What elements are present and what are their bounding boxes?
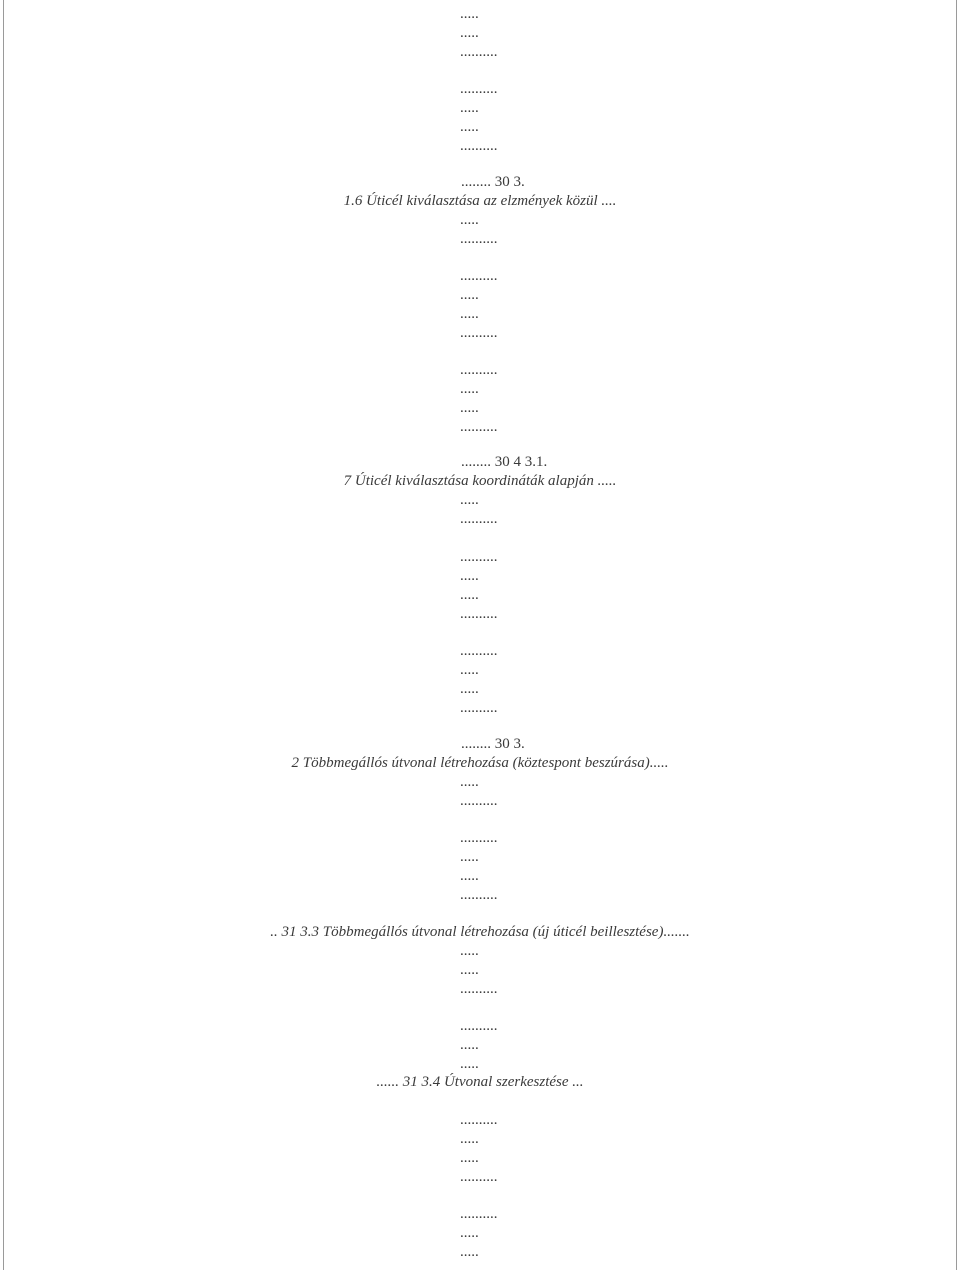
toc-dot-leader: .....: [460, 681, 479, 697]
toc-dot-leader: .....: [460, 868, 479, 884]
toc-dot-leader: .....: [460, 400, 479, 416]
toc-dot-leader: .....: [460, 568, 479, 584]
toc-dot-leader: .....: [460, 1244, 479, 1260]
toc-page-number: ........ 30 3.: [461, 736, 525, 752]
toc-dot-leader: ..........: [460, 643, 498, 659]
toc-dot-leader: ..........: [460, 511, 498, 527]
toc-dot-leader: .....: [460, 381, 479, 397]
toc-entry-1-6: 1.6 Úticél kiválasztása az elzmények közül ....: [343, 193, 617, 209]
toc-dot-leader: .....: [460, 287, 479, 303]
toc-dot-leader: .....: [460, 119, 479, 135]
toc-dot-leader: .....: [460, 587, 479, 603]
toc-dot-leader: .....: [460, 25, 479, 41]
toc-dot-leader: .....: [460, 1150, 479, 1166]
toc-dot-leader: ..........: [460, 1169, 498, 1185]
toc-dot-leader: .....: [460, 962, 479, 978]
toc-dot-leader: ..........: [460, 1206, 498, 1222]
toc-dot-leader: ..........: [460, 81, 498, 97]
toc-dot-leader: .....: [460, 6, 479, 22]
toc-dot-leader: .....: [460, 306, 479, 322]
toc-dot-leader: ..........: [460, 231, 498, 247]
toc-entry-1-7: 7 Úticél kiválasztása koordináták alapján .....: [343, 473, 617, 489]
toc-dot-leader: ..........: [460, 549, 498, 565]
toc-dot-leader: .....: [460, 1037, 479, 1053]
toc-page-number: ........ 30 3.: [461, 174, 525, 190]
toc-dot-leader: ..........: [460, 44, 498, 60]
toc-dot-leader: ..........: [460, 887, 498, 903]
toc-dot-leader: .....: [460, 849, 479, 865]
toc-page-number: ........ 30 4 3.1.: [461, 454, 548, 470]
toc-dot-leader: .....: [460, 1056, 479, 1072]
toc-entry-3-2: 2 Többmegállós útvonal létrehozása (köztespont beszúrása).....: [291, 755, 669, 771]
toc-dot-leader: ..........: [460, 981, 498, 997]
toc-dot-leader: .....: [460, 662, 479, 678]
toc-dot-leader: ..........: [460, 1112, 498, 1128]
toc-dot-leader: .....: [460, 212, 479, 228]
toc-dot-leader: .....: [460, 1225, 479, 1241]
toc-dot-leader: .....: [460, 100, 479, 116]
toc-dot-leader: ..........: [460, 268, 498, 284]
toc-entry-3-3: .. 31 3.3 Többmegállós útvonal létrehozása (új úticél beillesztése).......: [270, 924, 690, 940]
toc-dot-leader: .....: [460, 943, 479, 959]
toc-dot-leader: ..........: [460, 700, 498, 716]
toc-dot-leader: ..........: [460, 830, 498, 846]
toc-dot-leader: ..........: [460, 1018, 498, 1034]
toc-dot-leader: ..........: [460, 325, 498, 341]
toc-dot-leader: ..........: [460, 793, 498, 809]
toc-dot-leader: .....: [460, 492, 479, 508]
toc-dot-leader: .....: [460, 1131, 479, 1147]
toc-entry-3-4: ...... 31 3.4 Útvonal szerkesztése ...: [376, 1074, 584, 1090]
toc-dot-leader: ..........: [460, 362, 498, 378]
toc-dot-leader: ..........: [460, 606, 498, 622]
toc-dot-leader: .....: [460, 774, 479, 790]
toc-dot-leader: ..........: [460, 138, 498, 154]
toc-dot-leader: ..........: [460, 419, 498, 435]
